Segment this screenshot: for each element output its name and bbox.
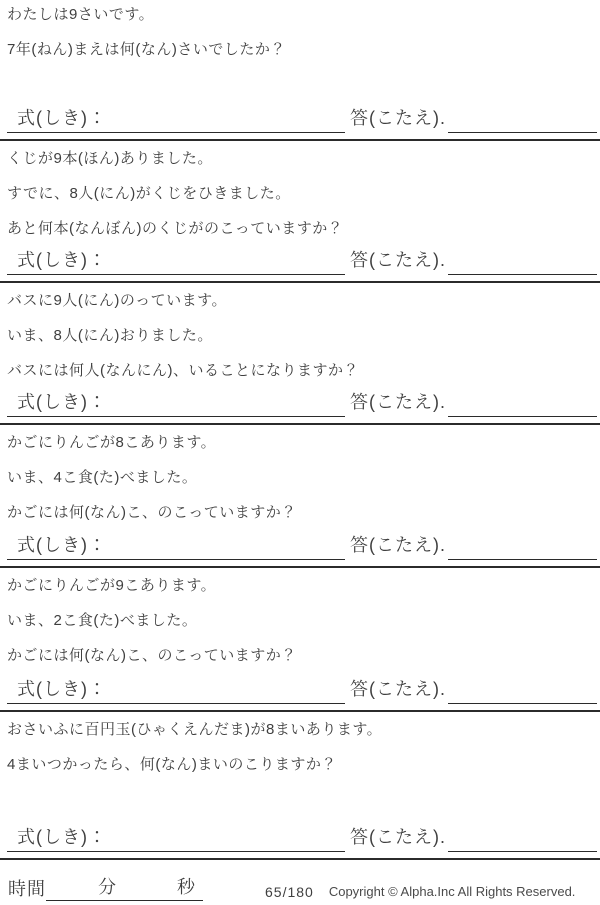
time-blank[interactable] bbox=[46, 873, 203, 901]
problem-text: 4まいつかったら、何(なん)まいのこりますか？ bbox=[7, 756, 337, 773]
problem-section-2 bbox=[0, 141, 600, 283]
footer bbox=[0, 860, 600, 905]
problem-text: いま、2こ食(た)べました。 bbox=[7, 612, 198, 629]
formula-label: 式(しき)： bbox=[17, 535, 107, 555]
problem-text: いま、8人(にん)おりました。 bbox=[7, 327, 213, 344]
formula-blank[interactable] bbox=[7, 104, 345, 133]
problem-section-5 bbox=[0, 568, 600, 712]
formula-label: 式(しき)： bbox=[17, 827, 107, 847]
answer-label: 答(こたえ). bbox=[350, 679, 446, 699]
answer-row bbox=[7, 248, 597, 275]
formula-blank[interactable] bbox=[7, 823, 345, 852]
problem-section-4 bbox=[0, 425, 600, 568]
formula-blank[interactable] bbox=[7, 675, 345, 704]
formula-blank[interactable] bbox=[7, 388, 345, 417]
formula-label: 式(しき)： bbox=[17, 250, 107, 270]
problem-section-6 bbox=[0, 712, 600, 860]
problem-text: バスには何人(なんにん)、いることになりますか？ bbox=[7, 362, 359, 379]
problem-text: かごには何(なん)こ、のこっていますか？ bbox=[7, 504, 297, 521]
answer-label: 答(こたえ). bbox=[350, 108, 446, 128]
problem-text: わたしは9さいです。 bbox=[7, 6, 155, 23]
copyright: Copyright © Alpha.Inc All Rights Reserved. bbox=[328, 884, 576, 899]
problem-section-1 bbox=[0, 0, 600, 141]
problem-text: いま、4こ食(た)べました。 bbox=[7, 469, 198, 486]
answer-row bbox=[7, 106, 597, 133]
answer-label: 答(こたえ). bbox=[350, 392, 446, 412]
answer-blank[interactable] bbox=[448, 390, 597, 417]
problem-text: バスに9人(にん)のっています。 bbox=[7, 292, 227, 309]
minutes-label: 分 bbox=[98, 877, 116, 897]
answer-label: 答(こたえ). bbox=[350, 535, 446, 555]
seconds-label: 秒 bbox=[177, 877, 195, 897]
problem-text: かごにりんごが8こあります。 bbox=[7, 434, 217, 451]
formula-label: 式(しき)： bbox=[17, 108, 107, 128]
answer-label: 答(こたえ). bbox=[350, 827, 446, 847]
answer-row bbox=[7, 677, 597, 704]
answer-blank[interactable] bbox=[448, 106, 597, 133]
answer-label: 答(こたえ). bbox=[350, 250, 446, 270]
formula-label: 式(しき)： bbox=[17, 679, 107, 699]
answer-blank[interactable] bbox=[448, 533, 597, 560]
problem-text: おさいふに百円玉(ひゃくえんだま)が8まいあります。 bbox=[7, 721, 383, 738]
answer-blank[interactable] bbox=[448, 248, 597, 275]
answer-blank[interactable] bbox=[448, 677, 597, 704]
problem-section-3 bbox=[0, 283, 600, 425]
formula-blank[interactable] bbox=[7, 531, 345, 560]
page-number: 65/180 bbox=[265, 884, 314, 900]
formula-blank[interactable] bbox=[7, 246, 345, 275]
problem-text: すでに、8人(にん)がくじをひきました。 bbox=[7, 185, 291, 202]
problem-text: 7年(ねん)まえは何(なん)さいでしたか？ bbox=[7, 41, 286, 58]
answer-row bbox=[7, 533, 597, 560]
formula-label: 式(しき)： bbox=[17, 392, 107, 412]
problem-text: あと何本(なんぼん)のくじがのこっていますか？ bbox=[7, 220, 344, 237]
answer-row bbox=[7, 825, 597, 852]
problem-text: かごにりんごが9こあります。 bbox=[7, 577, 217, 594]
answer-blank[interactable] bbox=[448, 825, 597, 852]
problem-text: かごには何(なん)こ、のこっていますか？ bbox=[7, 647, 297, 664]
answer-row bbox=[7, 390, 597, 417]
problem-text: くじが9本(ほん)ありました。 bbox=[7, 150, 213, 167]
time-label: 時間 bbox=[8, 879, 46, 899]
